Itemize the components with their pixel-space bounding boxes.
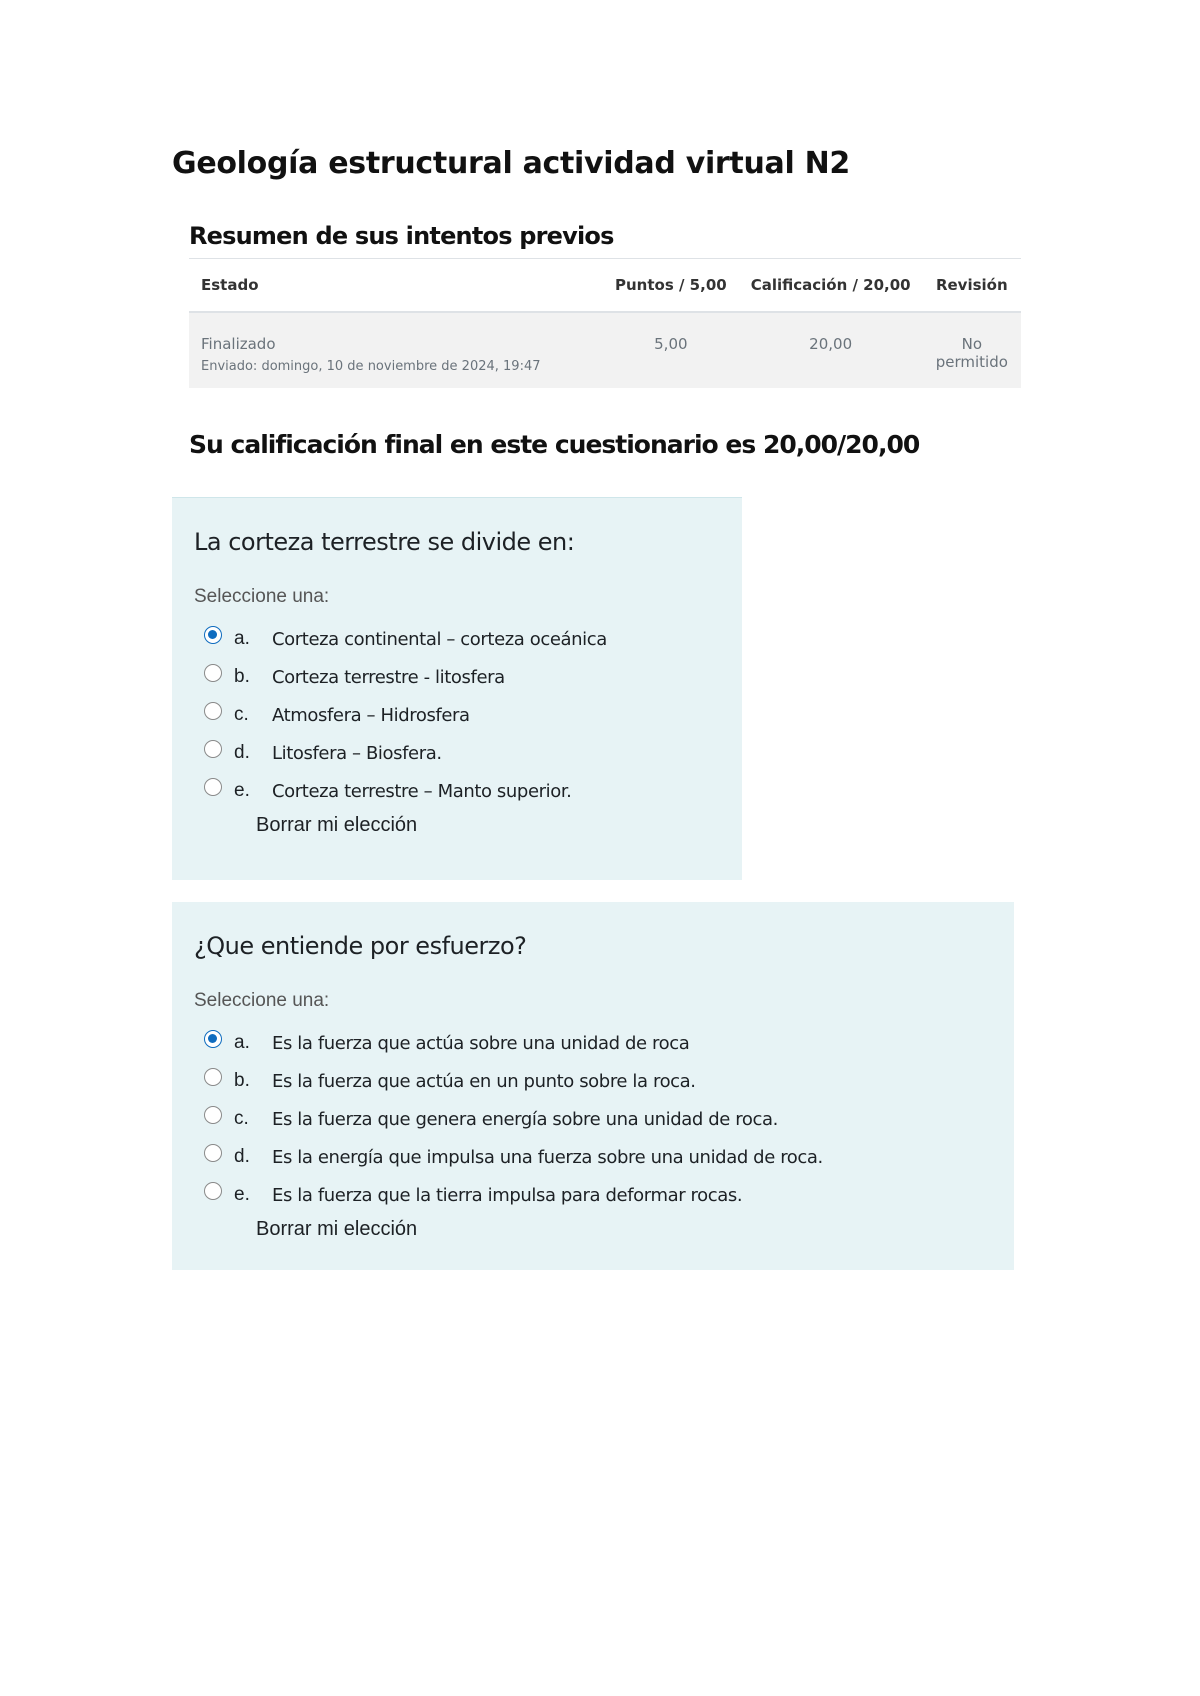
answer-letter: c. [234, 704, 249, 725]
question-prompt: Seleccione una: [194, 990, 330, 1011]
answer-letter: b. [234, 1070, 250, 1091]
answer-text: Es la fuerza que actúa sobre una unidad de roca [272, 1032, 690, 1054]
document-title: Geología estructural actividad virtual N2 [172, 146, 850, 181]
radio-unchecked-icon[interactable] [204, 702, 222, 720]
answer-text: Es la energía que impulsa una fuerza sobre una unidad de roca. [272, 1146, 823, 1168]
radio-unchecked-icon[interactable] [204, 740, 222, 758]
clear-choice-link[interactable]: Borrar mi elección [256, 1218, 418, 1240]
radio-checked-icon[interactable] [204, 626, 222, 644]
question-text: ¿Que entiende por esfuerzo? [194, 932, 527, 960]
attempts-summary-table [189, 258, 1021, 388]
answer-text: Es la fuerza que actúa en un punto sobre la roca. [272, 1070, 696, 1092]
submitted-date: Enviado: domingo, 10 de noviembre de 2024, 19:47 [201, 359, 541, 374]
answer-option[interactable] [204, 620, 720, 658]
radio-unchecked-icon[interactable] [204, 1182, 222, 1200]
answer-option[interactable] [204, 1138, 992, 1176]
cell-puntos: 5,00 [603, 312, 739, 388]
column-header-puntos: Puntos / 5,00 [603, 259, 739, 313]
answer-option[interactable] [204, 658, 720, 696]
answer-list [194, 1024, 992, 1214]
answer-text: Es la fuerza que la tierra impulsa para deformar rocas. [272, 1184, 743, 1206]
question-prompt: Seleccione una: [194, 586, 330, 607]
answer-text: Corteza terrestre - litosfera [272, 666, 505, 688]
answer-letter: e. [234, 1184, 250, 1205]
column-header-calificacion: Calificación / 20,00 [739, 259, 923, 313]
answer-text: Corteza terrestre – Manto superior. [272, 780, 572, 802]
answer-letter: a. [234, 628, 250, 649]
answer-text: Atmosfera – Hidrosfera [272, 704, 470, 726]
answer-option[interactable] [204, 1062, 992, 1100]
answer-option[interactable] [204, 1100, 992, 1138]
question-text: La corteza terrestre se divide en: [194, 528, 575, 556]
radio-unchecked-icon[interactable] [204, 1144, 222, 1162]
answer-text: Corteza continental – corteza oceánica [272, 628, 607, 650]
status-text: Finalizado [201, 335, 276, 353]
table-header-row [189, 259, 1021, 313]
radio-unchecked-icon[interactable] [204, 1106, 222, 1124]
answer-option[interactable] [204, 1176, 992, 1214]
cell-calificacion: 20,00 [739, 312, 923, 388]
radio-unchecked-icon[interactable] [204, 1068, 222, 1086]
answer-letter: c. [234, 1108, 249, 1129]
final-grade-text: Su calificación final en este cuestionario es 20,00/20,00 [189, 430, 920, 459]
answer-text: Litosfera – Biosfera. [272, 742, 442, 764]
cell-revision: No permitido [923, 312, 1021, 388]
table-row [189, 312, 1021, 388]
answer-letter: b. [234, 666, 250, 687]
answer-option[interactable] [204, 772, 720, 810]
answer-option[interactable] [204, 1024, 992, 1062]
column-header-estado: Estado [189, 259, 603, 313]
answer-option[interactable] [204, 734, 720, 772]
cell-estado [189, 312, 603, 388]
question-2 [172, 902, 1014, 1270]
clear-choice-link[interactable]: Borrar mi elección [256, 814, 418, 836]
column-header-revision: Revisión [923, 259, 1021, 313]
answer-letter: a. [234, 1032, 250, 1053]
answer-letter: e. [234, 780, 250, 801]
question-1 [172, 497, 742, 880]
answer-list [194, 620, 720, 810]
answer-letter: d. [234, 1146, 250, 1167]
radio-unchecked-icon[interactable] [204, 664, 222, 682]
summary-heading: Resumen de sus intentos previos [189, 222, 614, 250]
radio-checked-icon[interactable] [204, 1030, 222, 1048]
answer-letter: d. [234, 742, 250, 763]
answer-option[interactable] [204, 696, 720, 734]
answer-text: Es la fuerza que genera energía sobre una unidad de roca. [272, 1108, 778, 1130]
radio-unchecked-icon[interactable] [204, 778, 222, 796]
